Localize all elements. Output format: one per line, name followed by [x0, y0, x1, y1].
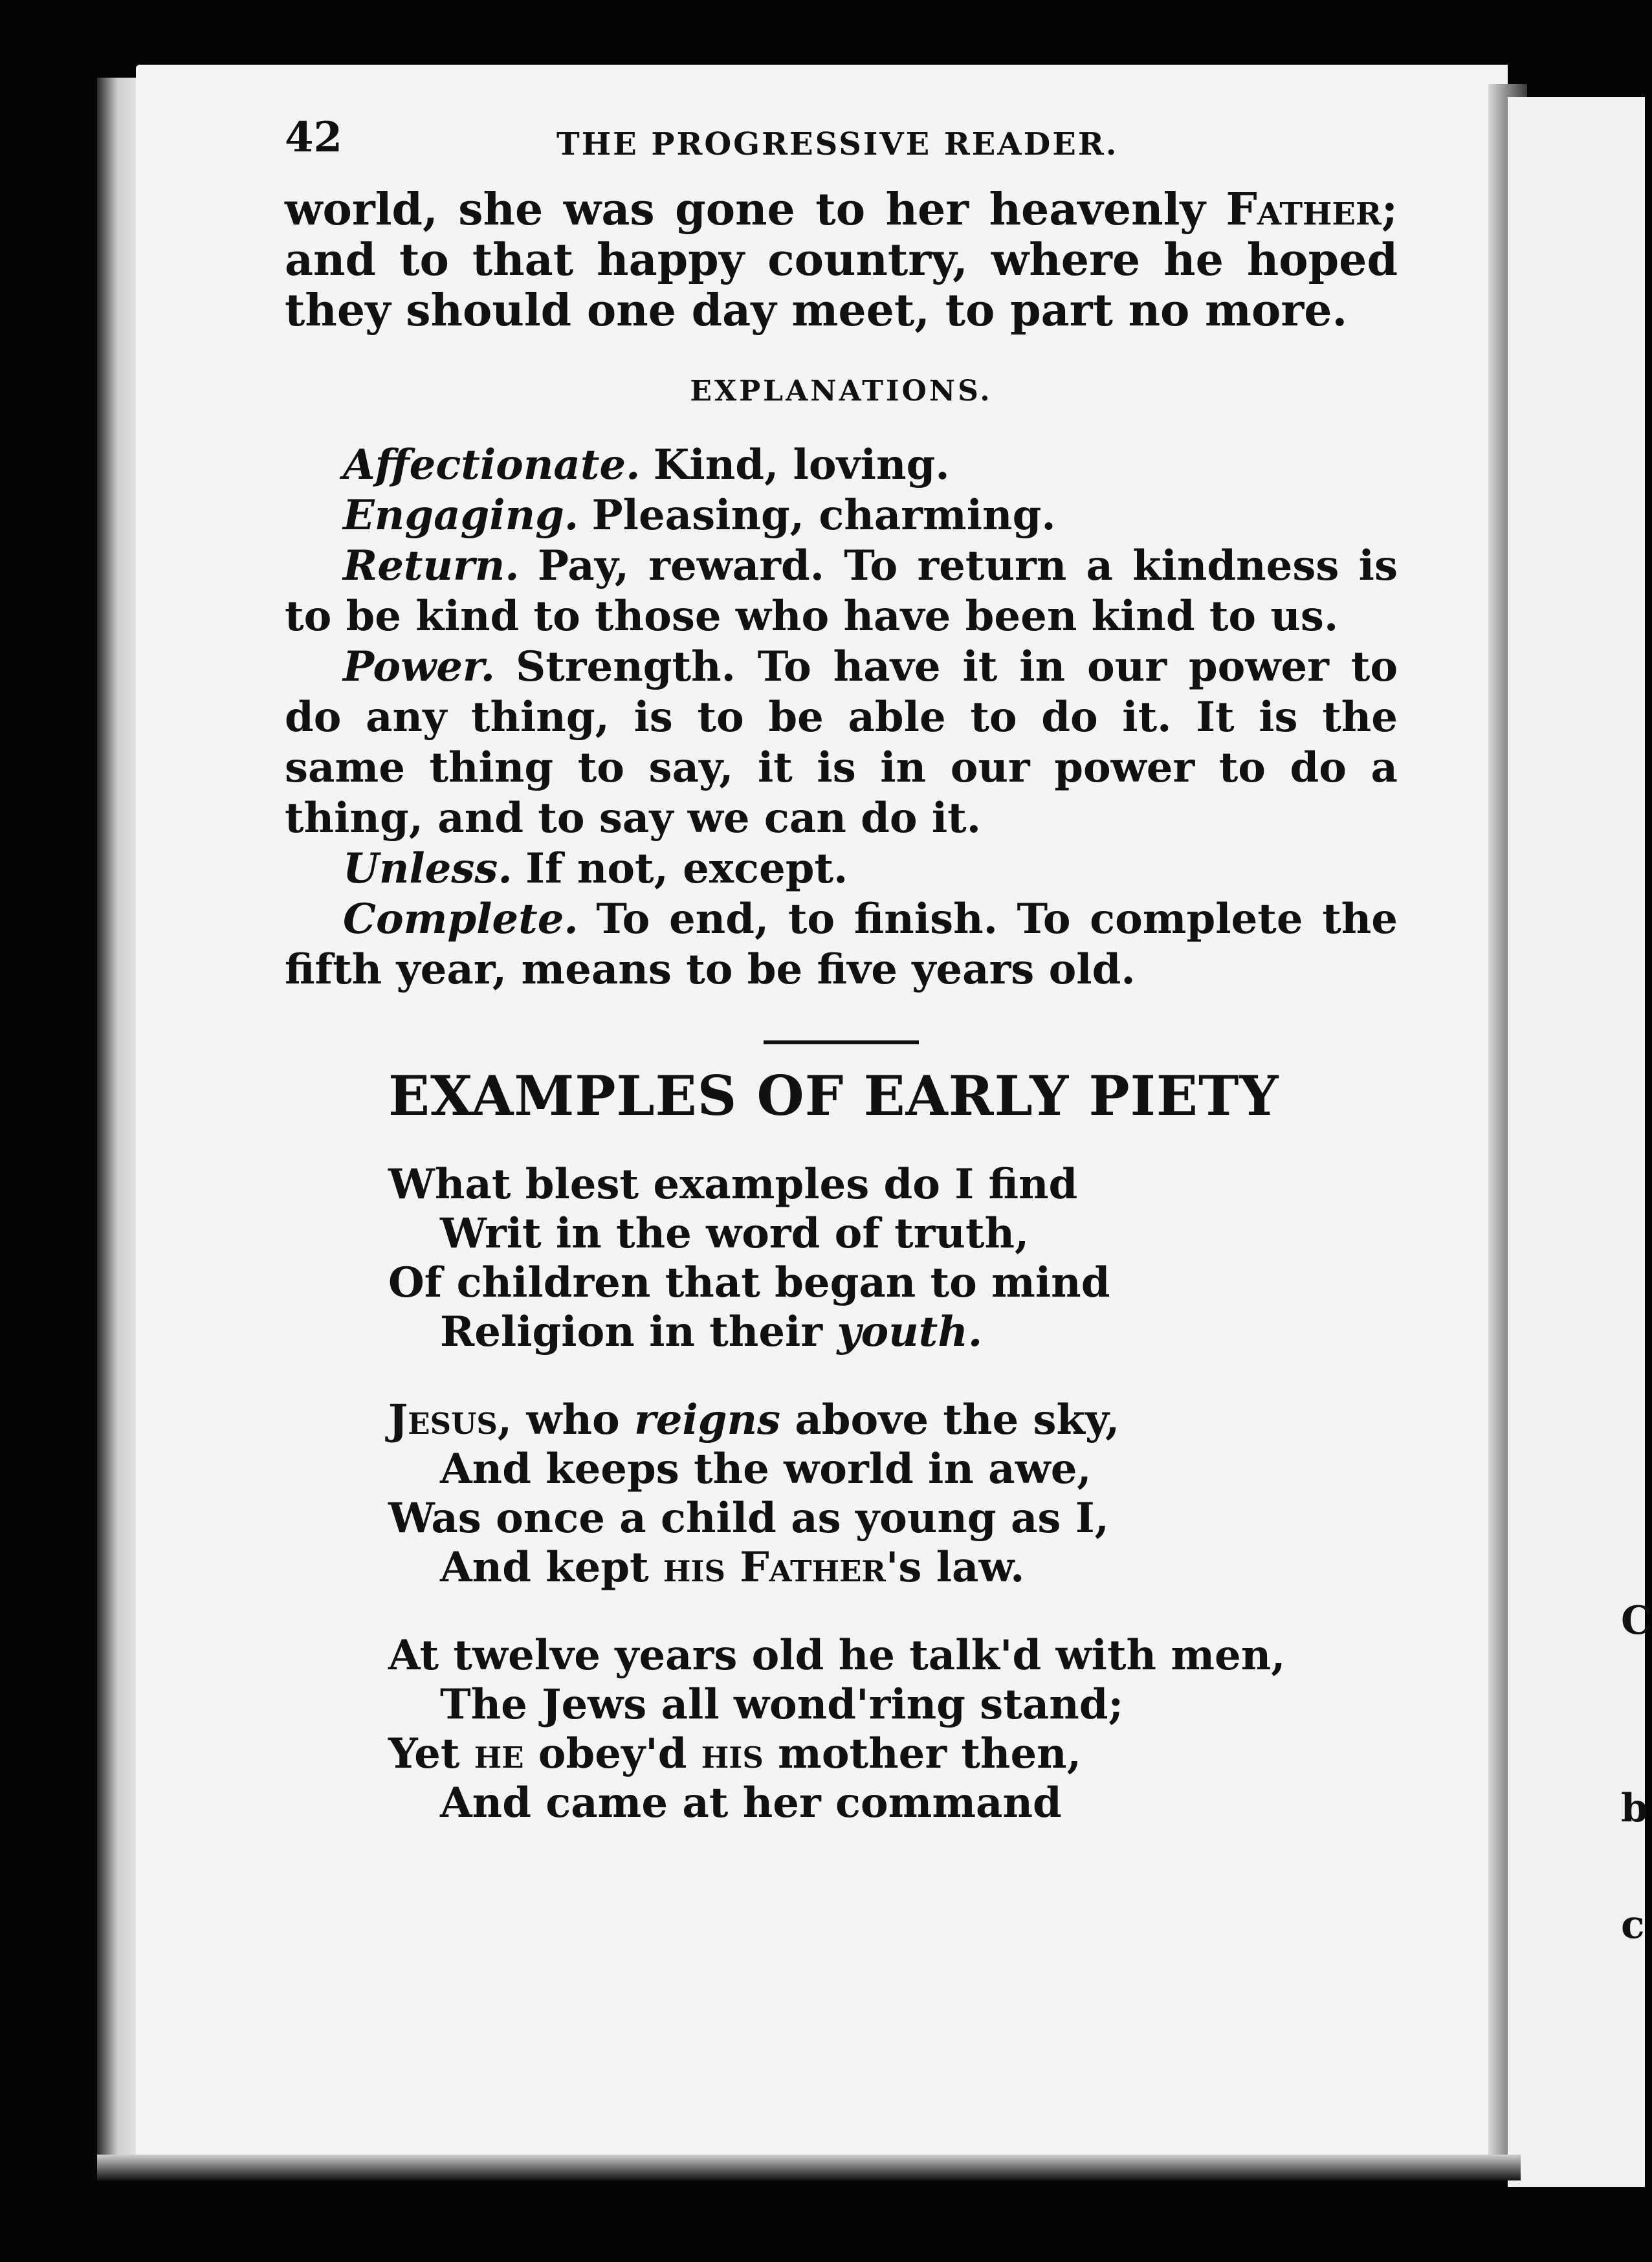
intro-paragraph — [285, 184, 1398, 336]
poem-title: EXAMPLES OF EARLY PIETY — [388, 1064, 1279, 1128]
explanation-definition: Pay, reward. To return a kindness is to be kind to those who have been kind to us. — [285, 542, 1398, 641]
explanation-term: Affectionate. — [343, 441, 641, 489]
his-word: his — [701, 1729, 764, 1778]
explanation-term: Power. — [343, 642, 496, 691]
verse-line: Of children that began to mind — [388, 1258, 1110, 1307]
explanation-term: Engaging. — [343, 491, 579, 540]
next-page-fragment: C — [1621, 1598, 1652, 1643]
next-page-fragment: b — [1621, 1786, 1648, 1831]
verse-text: And kept — [440, 1543, 663, 1592]
verse-text: 's law. — [885, 1543, 1025, 1592]
verse-line: And came at her command — [440, 1779, 1062, 1827]
verse-line — [388, 1396, 1398, 1445]
verse-text: Religion in their — [440, 1308, 837, 1356]
verse-line: And keeps the world in awe, — [440, 1445, 1092, 1493]
intro-text: world, she was gone to her heavenly — [285, 184, 1226, 236]
verse-line — [388, 1543, 1398, 1592]
stanza-1 — [388, 1160, 1398, 1357]
verse-line: Writ in the word of truth, — [440, 1209, 1030, 1258]
explanation-term: Unless. — [343, 844, 512, 893]
verse-text: Yet — [388, 1729, 474, 1778]
page-number: 42 — [285, 113, 343, 162]
verse-line — [388, 1729, 1398, 1779]
page-header — [285, 113, 1398, 184]
explanation-item — [285, 844, 1398, 894]
section-divider — [764, 1040, 919, 1044]
verse-text: obey'd — [523, 1729, 701, 1778]
poem — [388, 1160, 1398, 1828]
explanation-definition: Kind, loving. — [653, 441, 950, 489]
explanation-item — [285, 440, 1398, 490]
next-page-edge — [1508, 97, 1645, 2187]
page-content — [285, 113, 1398, 1867]
explanation-term: Complete. — [343, 895, 578, 943]
verse-line: What blest examples do I find — [388, 1160, 1078, 1209]
verse-line: Was once a child as young as I, — [388, 1494, 1109, 1543]
verse-line — [388, 1308, 1398, 1357]
page-bottom-edge — [97, 2155, 1521, 2180]
his-father-words: his Father — [663, 1543, 886, 1592]
father-word: Father — [1226, 184, 1382, 236]
verse-text: above the sky, — [780, 1396, 1120, 1444]
explanations-list — [285, 440, 1398, 995]
running-head: THE PROGRESSIVE READER. — [556, 126, 1119, 162]
explanation-definition: Pleasing, charming. — [591, 491, 1056, 540]
next-page-fragment: c — [1621, 1902, 1645, 1948]
verse-italic: youth. — [837, 1308, 983, 1356]
stanza-3 — [388, 1631, 1398, 1828]
jesus-word: Jesus — [388, 1396, 498, 1444]
explanation-definition: If not, except. — [525, 844, 848, 893]
he-word: he — [474, 1729, 524, 1778]
verse-italic: reigns — [633, 1396, 781, 1444]
verse-text: , who — [497, 1396, 634, 1444]
verse-text: mother then, — [763, 1729, 1081, 1778]
explanation-item — [285, 894, 1398, 995]
explanation-item — [285, 541, 1398, 642]
stanza-2 — [388, 1396, 1398, 1592]
explanation-definition: Strength. To have it in our power to do any thing, is to be able to do it. It is the same thing to say, it is in our power to do a thing, and to say we can do it. — [285, 642, 1398, 842]
intro-text: ; and to that happy country, where he hoped they should one day meet, to part no more. — [285, 184, 1398, 336]
explanation-item — [285, 490, 1398, 541]
explanation-item — [285, 642, 1398, 844]
explanation-term: Return. — [343, 542, 520, 590]
verse-line: The Jews all wond'ring stand; — [440, 1680, 1124, 1729]
verse-line: At twelve years old he talk'd with men, — [388, 1631, 1286, 1680]
explanations-heading: EXPLANATIONS. — [690, 375, 993, 408]
explanation-definition: To end, to finish. To complete the fifth year, means to be five years old. — [285, 895, 1398, 994]
